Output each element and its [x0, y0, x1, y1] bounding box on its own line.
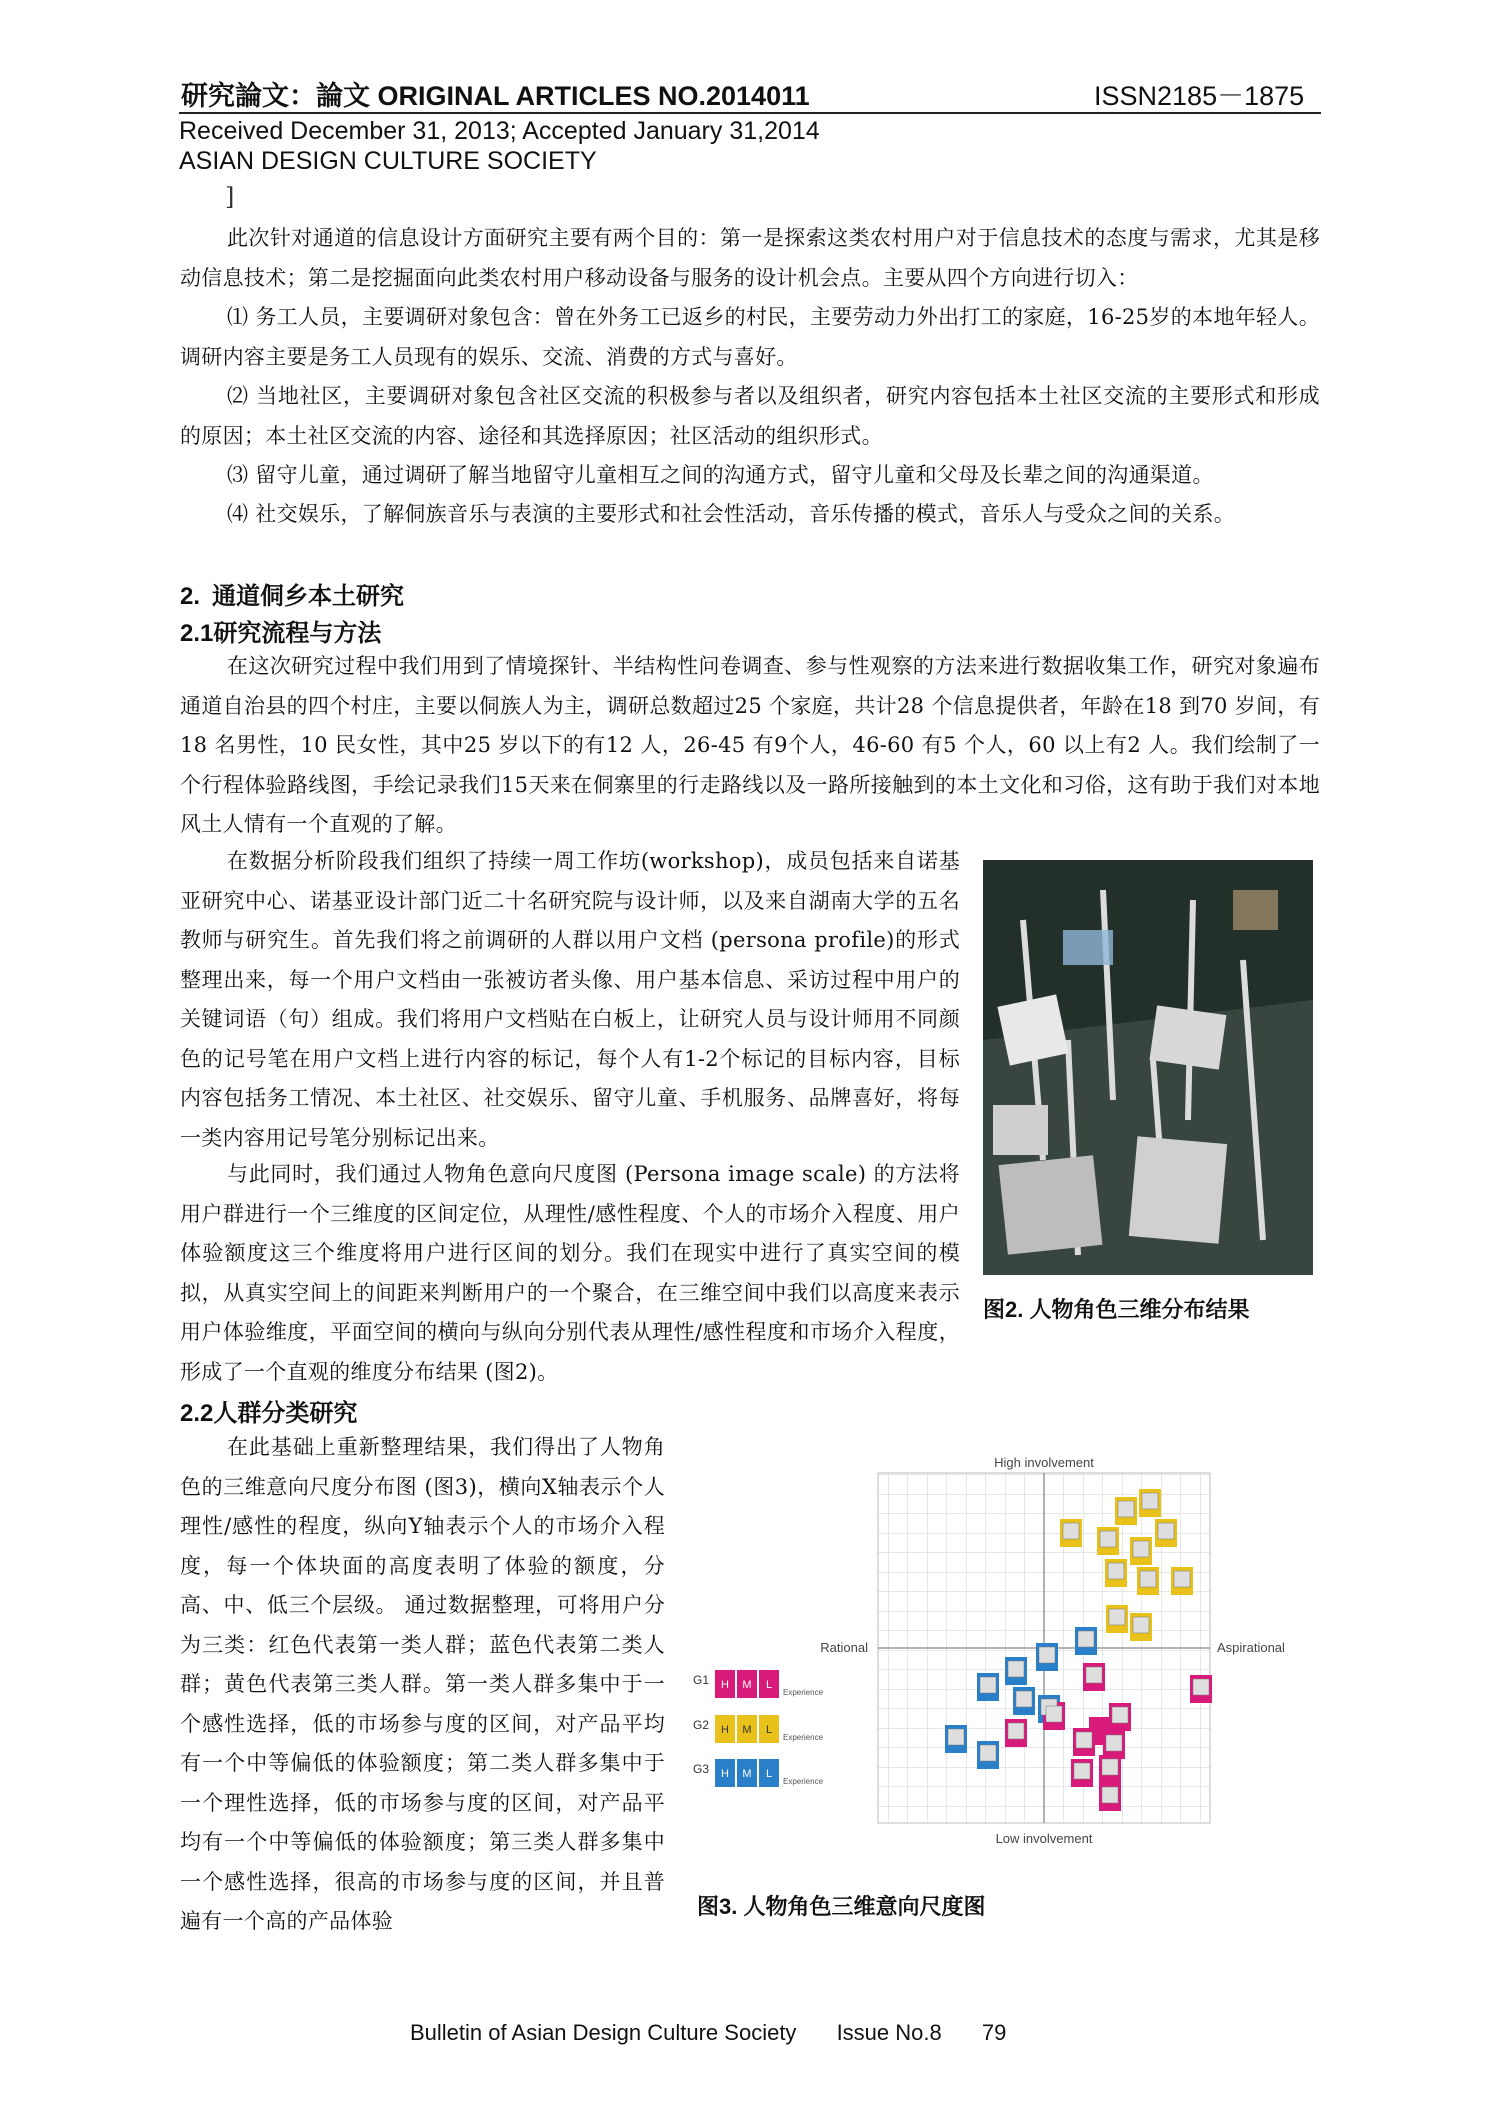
- legend-g3-h: H: [721, 1768, 729, 1780]
- legend-g2: [693, 1715, 824, 1743]
- legend-g3-l: L: [765, 1768, 773, 1780]
- legend-g2-h: H: [721, 1724, 729, 1736]
- footer-journal: Bulletin of Asian Design Culture Society: [410, 2020, 797, 2045]
- section-2-title: 通道侗乡本土研究: [212, 583, 405, 610]
- paragraph-2-2: 在此基础上重新整理结果，我们得出了人物角色的三维意向尺度分布图 (图3)，横向X轴表示个人理性/感性的程度，纵向Y轴表示个人的市场介入程度，每一个体块面的高度表明了体验的额度，分高、中、低三个层级。 通过数据整理，可将用户分为三类：红色代表第一类人群；蓝色代表第二类人群；黄色代表第三类人群。第一类人群多集中于一个感性选择，低的市场参与度的区间，对产品平均有一个中等偏低的体验额度；第二类人群多集中于一个理性选择，低的市场参与度的区间，对产品平均有一个中等偏低的体验额度；第三类人群多集中一个感性选择，很高的市场参与度的区间，并且普遍有一个高的产品体验: [180, 1435, 665, 1933]
- journal-header: 研究論文：論文 ORIGINAL ARTICLES NO.2014011: [181, 81, 810, 111]
- persona-3d-photo: [983, 860, 1313, 1275]
- legend-g3-note: Experience: [783, 1777, 824, 1786]
- stray-bracket: ]: [225, 183, 235, 211]
- figure-2-caption: 图2. 人物角色三维分布结果: [983, 1297, 1250, 1322]
- intro-item-2: ⑵ 当地社区，主要调研对象包含社区交流的积极参与者以及组织者，研究内容包括本土社区交流的主要形式和形成的原因；本土社区交流的内容、途径和其选择原因；社区活动的组织形式。: [180, 384, 1320, 448]
- intro-item-1: ⑴ 务工人员，主要调研对象包含：曾在外务工已返乡的村民，主要劳动力外出打工的家庭，16-25岁的本地年轻人。调研内容主要是务工人员现有的娱乐、交流、消费的方式与喜好。: [180, 305, 1320, 369]
- legend-g2-l: L: [765, 1724, 773, 1736]
- intro-paragraph: 此次针对通道的信息设计方面研究主要有两个目的：第一是探索这类农村用户对于信息技术的态度与需求，尤其是移动信息技术；第二是挖掘面向此类农村用户移动设备与服务的设计机会点。主要从四个方向进行切入：: [180, 226, 1320, 290]
- persona-scale-svg: [693, 1455, 1313, 1875]
- section-2-heading: [180, 576, 404, 611]
- legend-g3: [693, 1759, 824, 1787]
- right-axis-label: Aspirational: [1217, 1640, 1285, 1655]
- legend-g2-m: M: [742, 1724, 752, 1736]
- footer-issue: Issue No.8: [836, 2020, 942, 2045]
- section-2-number: 2.: [180, 583, 201, 610]
- page-footer: [410, 2020, 1040, 2046]
- issn-label: ISSN2185－1875: [1094, 81, 1305, 111]
- figure-3-caption: 图3. 人物角色三维意向尺度图: [697, 1894, 986, 1919]
- legend-g1-h: H: [721, 1679, 729, 1691]
- legend-g2-label: G2: [693, 1718, 710, 1732]
- legend-g2-note: Experience: [783, 1733, 824, 1742]
- left-axis-label: Rational: [820, 1640, 868, 1655]
- paragraph-2-1-a: 在这次研究过程中我们用到了情境探针、半结构性问卷调查、参与性观察的方法来进行数据收集工作，研究对象遍布通道自治县的四个村庄，主要以侗族人为主，调研总数超过25 个家庭，共计28 个信息提供者，年龄在18 到70 岁间，有18 名男性，10 民女性，其中25 岁以下的有12 人，26-45 有9个人，46-60 有5 个人，60 以上有2 人。我们绘制了一个行程体验路线图，手绘记录我们15天来在侗寨里的行走路线以及一路所接触到的本土文化和习俗，这有助于我们对本地风土人情有一个直观的了解。: [180, 654, 1320, 836]
- society-name: ASIAN DESIGN CULTURE SOCIETY: [179, 147, 597, 175]
- legend-g1-m: M: [742, 1679, 752, 1691]
- legend-g3-m: M: [742, 1768, 752, 1780]
- legend-g3-label: G3: [693, 1762, 710, 1776]
- section-2-2-heading: 2.2人群分类研究: [180, 1400, 358, 1427]
- legend-g1-l: L: [765, 1679, 773, 1691]
- legend-g1-note: Experience: [783, 1688, 824, 1697]
- section-2-1-heading: 2.1研究流程与方法: [180, 620, 382, 647]
- legend-g1: [693, 1670, 824, 1698]
- intro-item-4: ⑷ 社交娱乐，了解侗族音乐与表演的主要形式和社会性活动，音乐传播的模式，音乐人与受众之间的关系。: [227, 502, 1236, 526]
- top-axis-label: High involvement: [994, 1455, 1094, 1470]
- intro-item-3: ⑶ 留守儿童，通过调研了解当地留守儿童相互之间的沟通方式，留守儿童和父母及长辈之间的沟通渠道。: [227, 463, 1214, 487]
- footer-page-number: 79: [981, 2020, 1007, 2045]
- legend-g1-label: G1: [693, 1673, 710, 1687]
- received-dates: Received December 31, 2013; Accepted January 31,2014: [179, 117, 820, 145]
- group-legend: [693, 1670, 824, 1787]
- figure-2-photo: [983, 860, 1313, 1275]
- bottom-axis-label: Low involvement: [995, 1831, 1093, 1846]
- figure-3-scale-chart: [693, 1455, 1313, 1875]
- paragraph-2-1-b: 在数据分析阶段我们组织了持续一周工作坊(workshop)，成员包括来自诺基亚研究中心、诺基亚设计部门近二十名研究院与设计师，以及来自湖南大学的五名教师与研究生。首先我们将之前调研的人群以用户文档 (persona profile)的形式整理出来，每一个用户文档由一张被访者头像、用户基本信息、采访过程中用户的关键词语（句）组成。我们将用户文档贴在白板上，让研究人员与设计师用不同颜色的记号笔在用户文档上进行内容的标记，每个人有1-2个标记的目标内容，目标内容包括务工情况、本土社区、社交娱乐、留守儿童、手机服务、品牌喜好，将每一类内容用记号笔分别标记出来。: [180, 849, 960, 1150]
- paragraph-2-1-c: 与此同时，我们通过人物角色意向尺度图 (Persona image scale) 的方法将用户群进行一个三维度的区间定位，从理性/感性程度、个人的市场介入程度、用户体验额度这三个维度将用户进行区间的划分。我们在现实中进行了真实空间的模拟，从真实空间上的间距来判断用户的一个聚合，在三维空间中我们以高度来表示用户体验维度，平面空间的横向与纵向分别代表从理性/感性程度和市场介入程度，形成了一个直观的维度分布结果 (图2)。: [180, 1162, 960, 1384]
- header-rule: [179, 112, 1321, 114]
